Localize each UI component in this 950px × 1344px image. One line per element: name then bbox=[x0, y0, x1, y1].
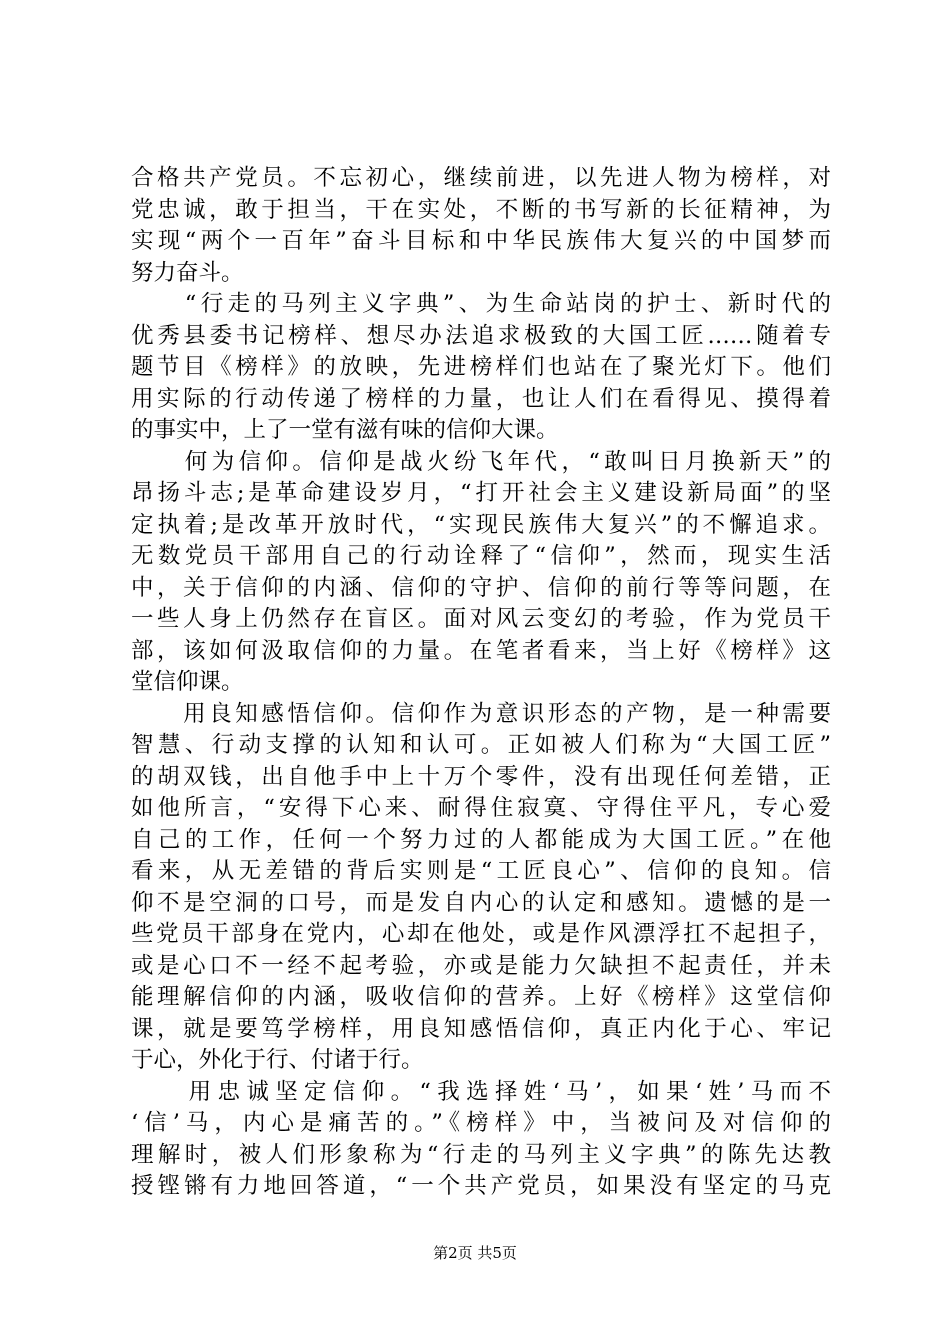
text-line: 智慧、行动支撑的认知和认可。正如被人们称为“大国工匠” bbox=[131, 732, 831, 758]
text-line: 自己的工作，任何一个努力过的人都能成为大国工匠。”在他 bbox=[131, 826, 831, 853]
text-line: 努力奋斗。 bbox=[131, 259, 244, 286]
text-line: 于心，外化于行、付诸于行。 bbox=[131, 1047, 424, 1073]
page-number-footer: 第2页 共5页 bbox=[433, 1244, 517, 1262]
text-line: 堂信仰课。 bbox=[131, 669, 244, 695]
text-line: 的事实中，上了一堂有滋有味的信仰大课。 bbox=[131, 417, 559, 443]
text-line: 的胡双钱，出自他手中上十万个零件，没有出现任何差错，正 bbox=[131, 763, 831, 790]
text-line: 定执着;是改革开放时代，“实现民族伟大复兴”的不懈追求。 bbox=[131, 511, 831, 538]
text-line: “行走的马列主义字典”、为生命站岗的护士、新时代的 bbox=[131, 291, 831, 317]
text-line: 题节目《榜样》的放映，先进榜样们也站在了聚光灯下。他们 bbox=[131, 354, 831, 380]
text-line: 课，就是要笃学榜样，用良知感悟信仰，真正内化于心、牢记 bbox=[131, 1015, 831, 1042]
text-line: 如他所言，“安得下心来、耐得住寂寞、守得住平凡，专心爱 bbox=[131, 795, 831, 821]
text-line: 合格共产党员。不忘初心，继续前进，以先进人物为榜样，对 bbox=[131, 165, 831, 191]
text-line: 昂扬斗志;是革命建设岁月，“打开社会主义建设新局面”的坚 bbox=[131, 480, 831, 506]
text-line: 用实际的行动传递了榜样的力量，也让人们在看得见、摸得着 bbox=[131, 385, 831, 412]
text-line: 或是心口不一经不起考验，亦或是能力欠缺担不起责任，并未 bbox=[131, 952, 831, 979]
text-line: 何为信仰。信仰是战火纷飞年代，“敢叫日月换新天”的 bbox=[131, 448, 831, 475]
text-line: 用忠诚坚定信仰。“我选择姓‘马’，如果‘姓’马而不 bbox=[131, 1078, 831, 1105]
body-text bbox=[131, 163, 831, 1203]
text-line: 实现“两个一百年”奋斗目标和中华民族伟大复兴的中国梦而 bbox=[131, 228, 831, 254]
text-line: 用良知感悟信仰。信仰作为意识形态的产物，是一种需要 bbox=[131, 700, 831, 727]
text-line: 部，该如何汲取信仰的力量。在笔者看来，当上好《榜样》这 bbox=[131, 637, 831, 664]
text-line: 些党员干部身在党内，心却在他处，或是作风漂浮扛不起担子， bbox=[131, 921, 831, 947]
text-line: 仰不是空洞的口号，而是发自内心的认定和感知。遗憾的是一 bbox=[131, 889, 831, 916]
text-line: 党忠诚，敢于担当，干在实处，不断的书写新的长征精神，为 bbox=[131, 196, 831, 223]
text-line: 无数党员干部用自己的行动诠释了“信仰”，然而，现实生活 bbox=[131, 543, 831, 569]
text-line: 一些人身上仍然存在盲区。面对风云变幻的考验，作为党员干 bbox=[131, 606, 831, 632]
text-line: 看来，从无差错的背后实则是“工匠良心”、信仰的良知。信 bbox=[131, 858, 831, 884]
text-line: 中，关于信仰的内涵、信仰的守护、信仰的前行等等问题，在 bbox=[131, 574, 831, 601]
text-line: 优秀县委书记榜样、想尽办法追求极致的大国工匠……随着专 bbox=[131, 322, 831, 349]
text-line: 理解时，被人们形象称为“行走的马列主义字典”的陈先达教 bbox=[131, 1141, 831, 1168]
text-line: 能理解信仰的内涵，吸收信仰的营养。上好《榜样》这堂信仰 bbox=[131, 984, 831, 1010]
text-line: ‘信’马，内心是痛苦的。”《榜样》中，当被问及对信仰的 bbox=[131, 1110, 831, 1136]
text-line: 授铿锵有力地回答道，“一个共产党员，如果没有坚定的马克 bbox=[131, 1173, 831, 1199]
